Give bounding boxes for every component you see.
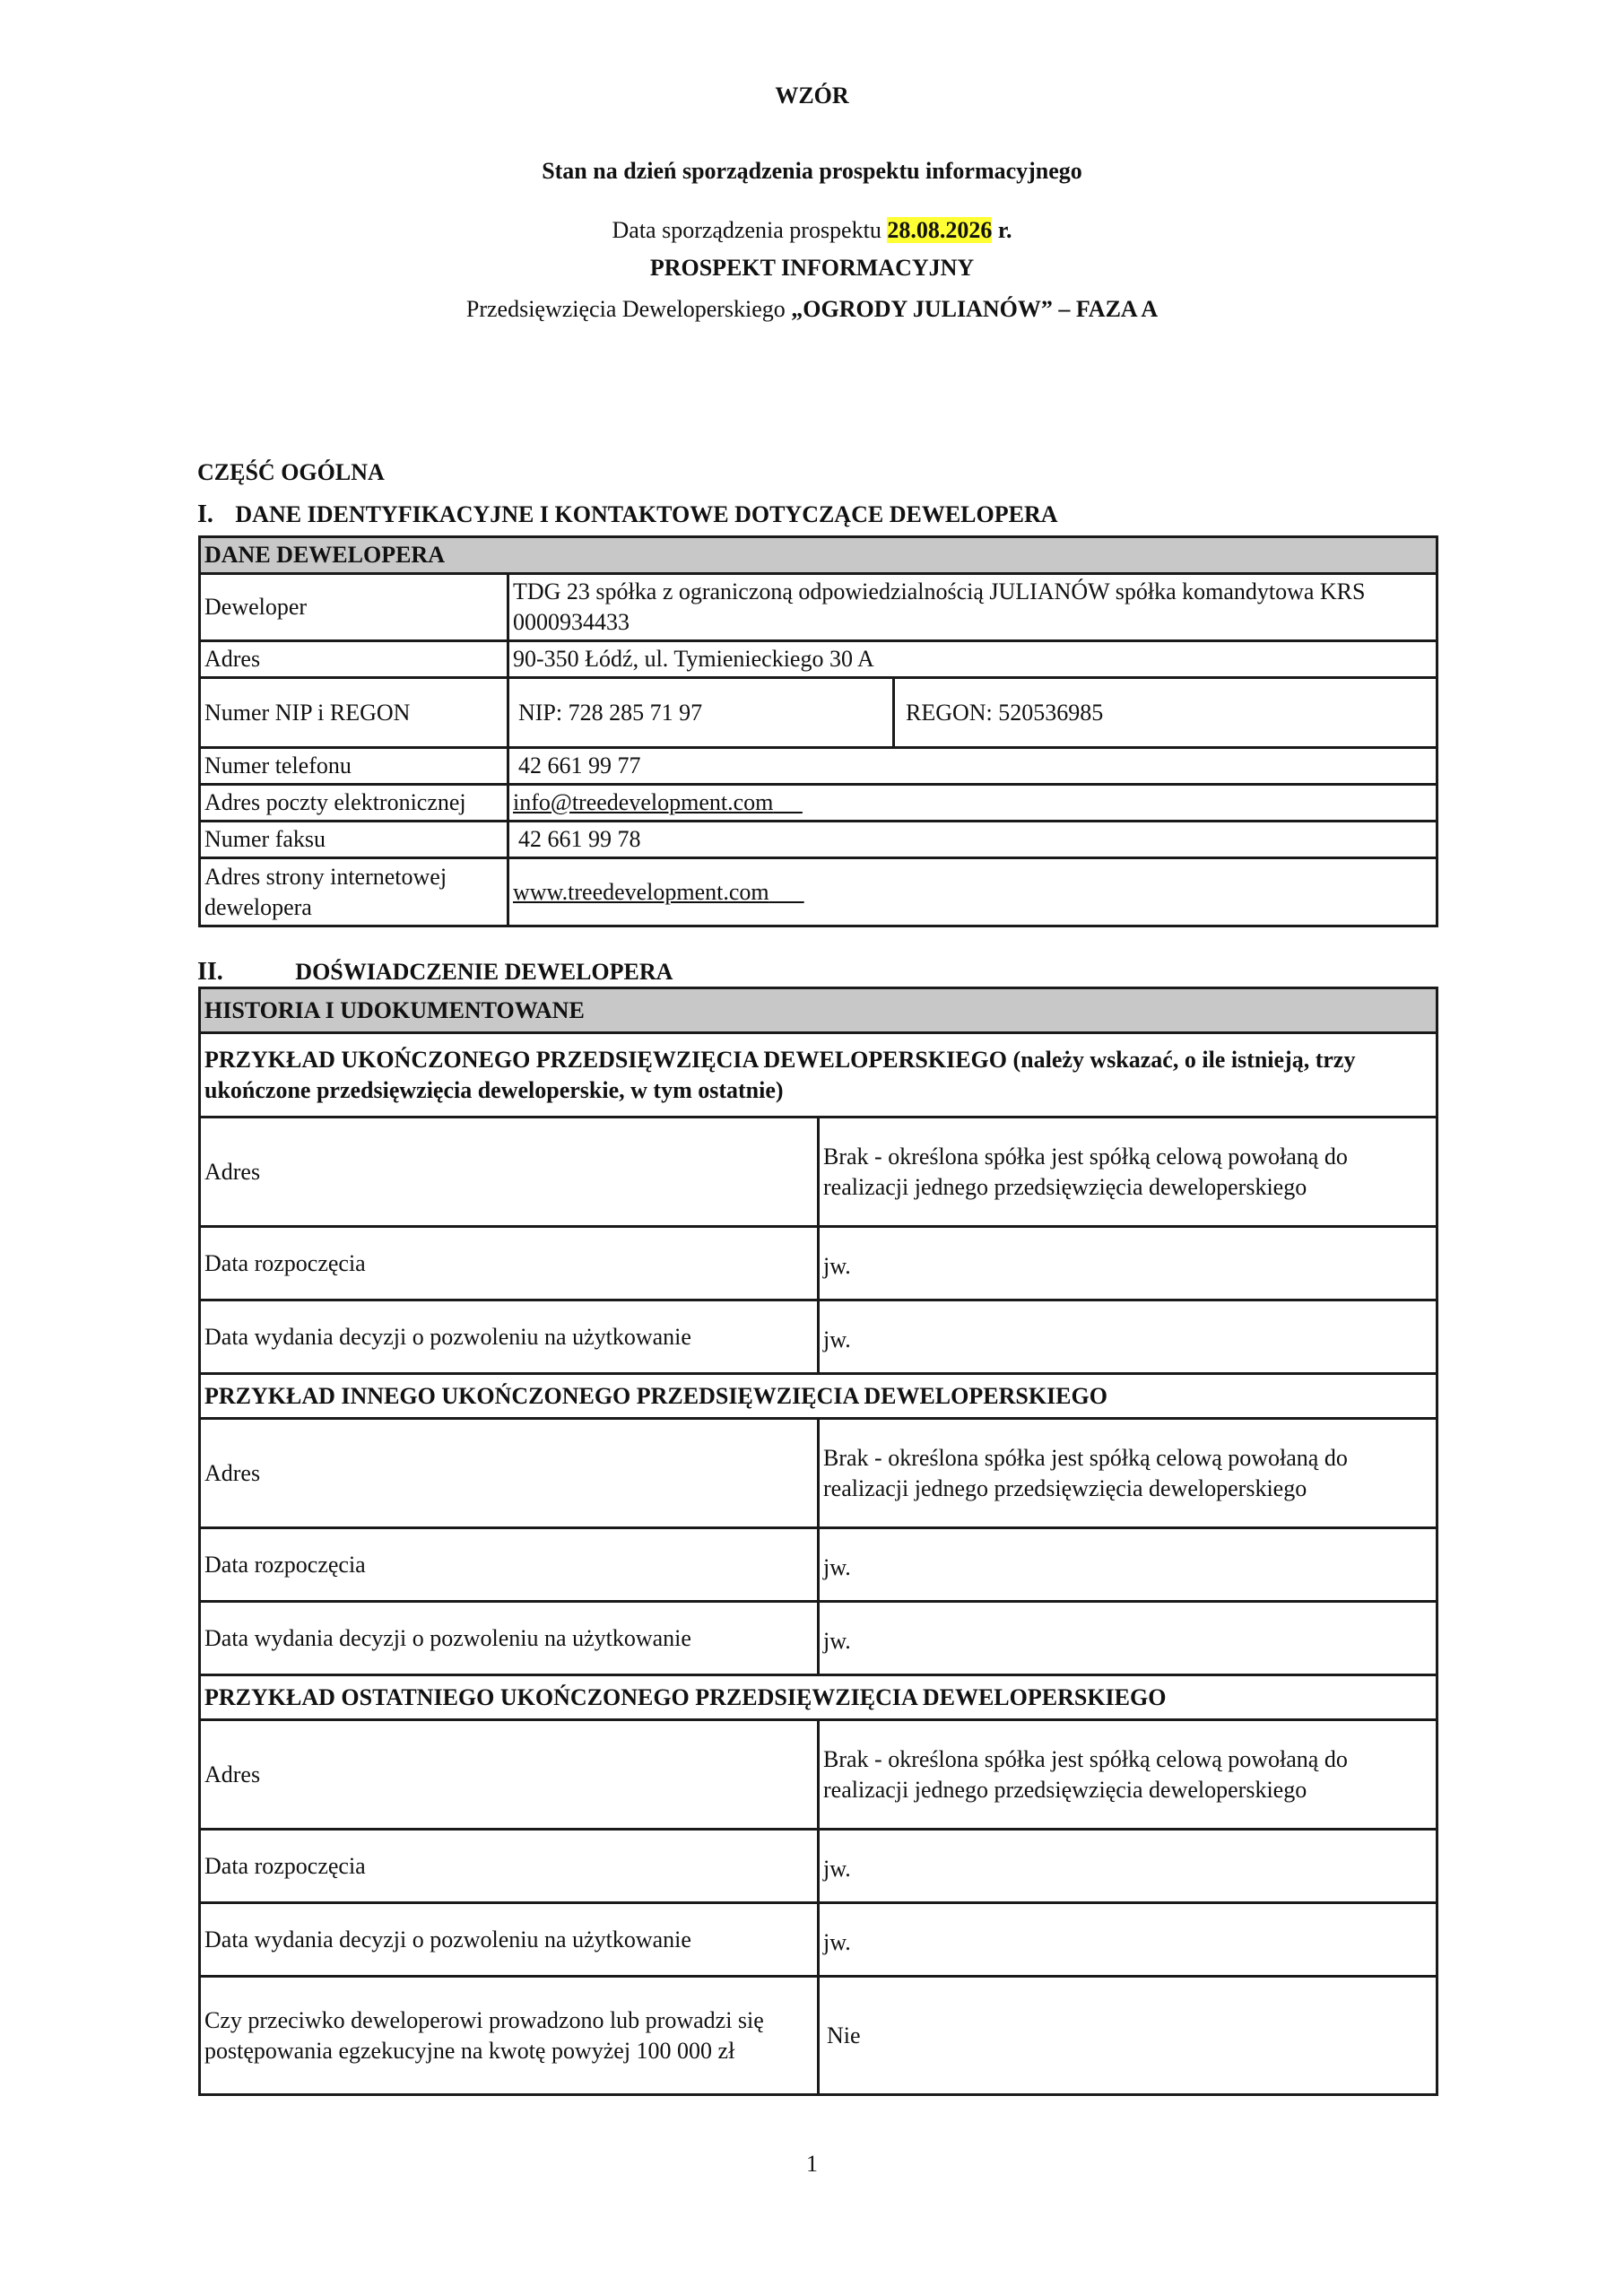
doc-title: PROSPEKT INFORMACYJNY <box>649 255 975 281</box>
address-label: Adres <box>200 641 508 678</box>
developer-value: TDG 23 spółka z ograniczoną odpowiedzialnością JULIANÓW spółka komandytowa KRS 0000934433 <box>508 574 1437 641</box>
project-3-start-label: Data rozpoczęcia <box>200 1830 819 1903</box>
email-link[interactable]: info@treedevelopment.com <box>513 789 774 815</box>
enforcement-answer: Nie <box>819 1977 1437 2095</box>
project-3-start-value: jw. <box>819 1830 1437 1903</box>
phone-label: Numer telefonu <box>200 748 508 785</box>
project-example-3-title: PRZYKŁAD OSTATNIEGO UKOŃCZONEGO PRZEDSIĘWZIĘCIA DEWELOPERSKIEGO <box>200 1675 1437 1720</box>
developer-table-header: DANE DEWELOPERA <box>200 537 1437 574</box>
part-title: CZĘŚĆ OGÓLNA <box>197 459 385 485</box>
project-1-start-value: jw. <box>819 1227 1437 1300</box>
website-link[interactable]: www.treedevelopment.com <box>513 878 769 905</box>
email-label: Adres poczty elektronicznej <box>200 785 508 822</box>
project-name: „OGRODY JULIANÓW” – FAZA A <box>791 296 1159 322</box>
experience-table <box>198 987 1438 2096</box>
section2-number: II. <box>197 958 223 986</box>
project-1-address-label: Adres <box>200 1118 819 1227</box>
section1-heading <box>197 500 1058 529</box>
developer-data-table <box>198 535 1438 927</box>
project-label: Przedsięwzięcia Deweloperskiego <box>465 296 792 322</box>
project-2-decision-label: Data wydania decyzji o pozwoleniu na użytkowanie <box>200 1602 819 1675</box>
project-1-start-label: Data rozpoczęcia <box>200 1227 819 1300</box>
doc-project-line <box>0 296 1624 323</box>
doc-date-line <box>0 217 1624 244</box>
date-suffix: r. <box>992 217 1012 243</box>
project-2-decision-value: jw. <box>819 1602 1437 1675</box>
project-3-address-value: Brak - określona spółka jest spółką celową powołaną do realizacji jednego przedsięwzięcia deweloperskiego <box>819 1720 1437 1830</box>
project-3-decision-value: jw. <box>819 1903 1437 1977</box>
section1-title: DANE IDENTYFIKACYJNE I KONTAKTOWE DOTYCZĄCE DEWELOPERA <box>235 501 1058 527</box>
project-example-2-title: PRZYKŁAD INNEGO UKOŃCZONEGO PRZEDSIĘWZIĘCIA DEWELOPERSKIEGO <box>200 1374 1437 1419</box>
project-1-decision-label: Data wydania decyzji o pozwoleniu na użytkowanie <box>200 1300 819 1374</box>
project-1-decision-value: jw. <box>819 1300 1437 1374</box>
section2-title: DOŚWIADCZENIE DEWELOPERA <box>295 959 673 985</box>
fax-value: 42 661 99 78 <box>508 822 1437 858</box>
doc-label-wzor: WZÓR <box>775 83 849 109</box>
developer-label: Deweloper <box>200 574 508 641</box>
page-number: 1 <box>806 2151 818 2177</box>
project-example-1-title: PRZYKŁAD UKOŃCZONEGO PRZEDSIĘWZIĘCIA DEWELOPERSKIEGO (należy wskazać, o ile istnieją, trzy ukończone przedsięwzięcia deweloperskie, w tym ostatnie) <box>200 1033 1437 1118</box>
section2-heading <box>197 958 673 987</box>
project-2-address-value: Brak - określona spółka jest spółką celową powołaną do realizacji jednego przedsięwzięcia deweloperskiego <box>819 1419 1437 1528</box>
project-2-start-label: Data rozpoczęcia <box>200 1528 819 1602</box>
date-value: 28.08.2026 <box>887 217 993 243</box>
date-label: Data sporządzenia prospektu <box>612 217 888 243</box>
nip-regon-label: Numer NIP i REGON <box>200 678 508 748</box>
project-2-start-value: jw. <box>819 1528 1437 1602</box>
project-2-address-label: Adres <box>200 1419 819 1528</box>
address-value: 90-350 Łódź, ul. Tymienieckiego 30 A <box>508 641 1437 678</box>
project-3-address-label: Adres <box>200 1720 819 1830</box>
website-label: Adres strony internetowej dewelopera <box>200 858 508 926</box>
section1-number: I. <box>197 500 213 528</box>
fax-label: Numer faksu <box>200 822 508 858</box>
doc-subtitle: Stan na dzień sporządzenia prospektu informacyjnego <box>542 158 1082 184</box>
phone-value: 42 661 99 77 <box>508 748 1437 785</box>
enforcement-question: Czy przeciwko deweloperowi prowadzono lub prowadzi się postępowania egzekucyjne na kwotę powyżej 100 000 zł <box>200 1977 819 2095</box>
experience-table-header: HISTORIA I UDOKUMENTOWANE <box>200 988 1437 1033</box>
regon-value: REGON: 520536985 <box>894 678 1437 748</box>
project-3-decision-label: Data wydania decyzji o pozwoleniu na użytkowanie <box>200 1903 819 1977</box>
nip-value: NIP: 728 285 71 97 <box>508 678 894 748</box>
project-1-address-value: Brak - określona spółka jest spółką celową powołaną do realizacji jednego przedsięwzięcia deweloperskiego <box>819 1118 1437 1227</box>
